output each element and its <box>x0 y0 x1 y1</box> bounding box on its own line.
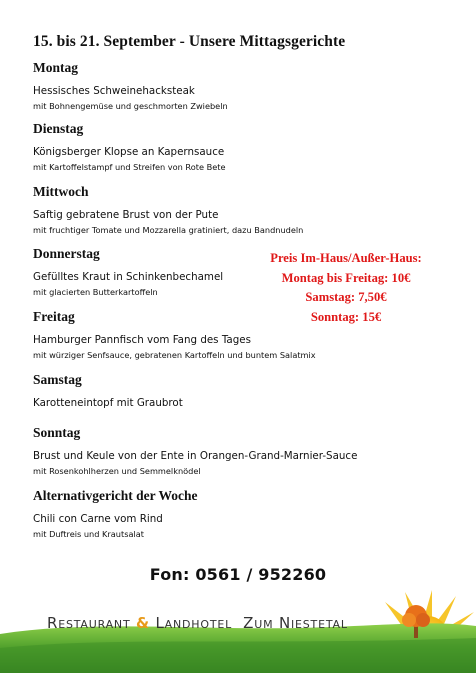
dish-name: Königsberger Klopse an Kapernsauce <box>33 146 225 158</box>
logo-wordmark <box>47 614 348 632</box>
price-sunday: Sonntag: 15€ <box>310 309 382 324</box>
logo-ampersand: & <box>136 614 150 632</box>
page-title: 15. bis 21. September - Unsere Mittagsgerichte <box>33 33 346 50</box>
dish-name: Saftig gebratene Brust von der Pute <box>33 209 219 221</box>
day-name: Alternativgericht der Woche <box>33 488 198 503</box>
day-wednesday <box>33 184 333 236</box>
dish-name: Hessisches Schweinehacksteak <box>33 85 195 97</box>
logo-part-restaurant: Restaurant <box>47 614 131 632</box>
day-monday <box>33 60 333 112</box>
day-saturday <box>33 372 333 410</box>
dish-name: Brust und Keule von der Ente in Orangen-Grand-Marnier-Sauce <box>33 450 358 462</box>
day-tuesday <box>33 121 333 173</box>
dish-side: mit Bohnengemüse und geschmorten Zwiebeln <box>33 101 228 111</box>
logo-part-landhotel: Landhotel <box>155 614 233 632</box>
price-heading: Preis Im-Haus/Außer-Haus: <box>270 251 422 265</box>
dish-side: mit glacierten Butterkartoffeln <box>33 287 158 297</box>
day-name: Donnerstag <box>33 246 100 261</box>
dish-name: Gefülltes Kraut in Schinkenbechamel <box>33 271 224 283</box>
price-box <box>252 249 440 327</box>
weekly-alternative <box>33 488 333 540</box>
price-saturday: Samstag: 7,50€ <box>305 290 387 304</box>
dish-name: Chili con Carne vom Rind <box>33 513 163 525</box>
dish-name: Hamburger Pannfisch vom Fang des Tages <box>33 334 251 346</box>
day-sunday <box>33 425 358 477</box>
price-weekdays: Montag bis Freitag: 10€ <box>281 270 411 285</box>
day-name: Sonntag <box>33 425 81 440</box>
day-name: Montag <box>33 60 78 75</box>
phone-number: Fon: 0561 / 952260 <box>149 565 327 584</box>
day-name: Freitag <box>33 309 75 324</box>
dish-side: mit Rosenkohlherzen und Semmelknödel <box>33 466 201 476</box>
dish-side: mit würziger Senfsauce, gebratenen Kartoffeln und buntem Salatmix <box>33 350 316 360</box>
dish-side: mit Duftreis und Krautsalat <box>33 529 144 539</box>
day-name: Dienstag <box>33 121 84 136</box>
dish-side: mit Kartoffelstampf und Streifen von Rote Bete <box>33 162 226 172</box>
dish-name: Karotteneintopf mit Graubrot <box>33 397 183 409</box>
day-name: Samstag <box>33 372 82 387</box>
dish-side: mit fruchtiger Tomate und Mozzarella gratiniert, dazu Bandnudeln <box>33 225 304 235</box>
day-name: Mittwoch <box>33 184 89 199</box>
logo-part-name: Zum Niestetal <box>243 614 348 632</box>
